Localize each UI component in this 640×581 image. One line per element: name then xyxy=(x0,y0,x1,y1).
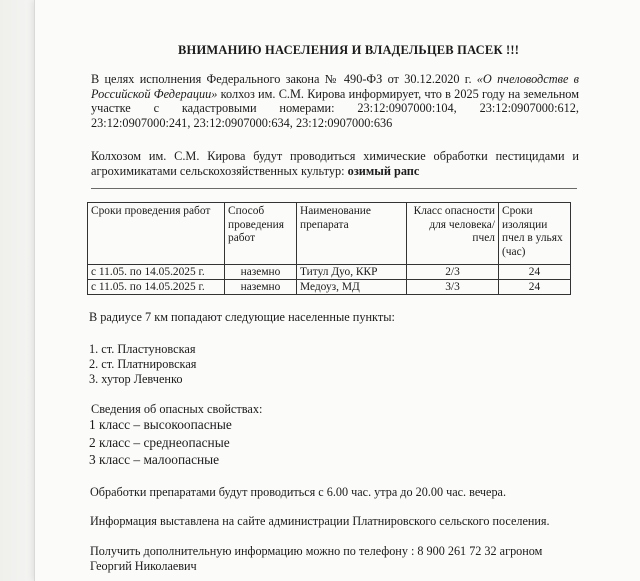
radius-text: В радиусе 7 км попадают следующие населенные пункты: xyxy=(89,310,395,324)
law-name: «О пчеловодстве в Российской Федерации» xyxy=(91,72,580,101)
list-item: 2. ст. Платнировская xyxy=(89,357,197,371)
cell-product: Медоуз, МД xyxy=(297,280,407,295)
cell-product: Титул Дуо, ККР xyxy=(297,265,407,280)
cell-isolation: 24 xyxy=(499,280,571,295)
list-item: 2 класс – среднеопасные xyxy=(89,434,230,450)
cell-hazard: 2/3 xyxy=(407,265,499,280)
treatment-statement xyxy=(91,149,579,179)
statement-text: Колхозом им. С.М. Кирова будут проводиться химические обработки пестицидами и агрохимикатами сельскохозяйственных культур: xyxy=(91,149,579,178)
hazard-class-list xyxy=(89,416,232,469)
table-row xyxy=(88,265,571,280)
list-item: 3. хутор Левченко xyxy=(89,372,183,386)
underline-rule xyxy=(91,188,577,189)
cell-period: с 11.05. по 14.05.2025 г. xyxy=(88,280,225,295)
cell-hazard: 3/3 xyxy=(407,280,499,295)
header-method: Способ проведения работ xyxy=(225,203,297,265)
treatment-table xyxy=(87,202,571,295)
header-period: Сроки проведения работ xyxy=(88,203,225,265)
intro-prefix: В целях исполнения Федерального закона № 490-ФЗ от 30.12.2020 г. xyxy=(91,72,477,86)
header-hazard: Класс опасности для человека/пчел xyxy=(407,203,499,265)
intro-suffix: колхоз им. С.М. Кирова информирует, что в 2025 году на земельном участке с кадастровыми номерами: 23:12:0907000:104, 23:12:0907000:612, 23:12:0907000:241, 23:12:0907000:634, 23:12:0907000:636 xyxy=(91,86,579,130)
list-item: 1 класс – высокоопасные xyxy=(89,417,232,432)
intro-paragraph xyxy=(91,72,579,130)
table-row xyxy=(88,280,571,295)
hazard-info-title: Сведения об опасных свойствах: xyxy=(91,402,263,416)
contact-text: Получить дополнительную информацию можно по телефону : 8 900 261 72 32 агроном Георгий Николаевич xyxy=(90,544,543,573)
header-isolation: Сроки изоляции пчел в ульях (час) xyxy=(499,203,571,265)
scan-margin xyxy=(0,0,34,581)
list-item: 1. ст. Пластуновская xyxy=(89,342,196,356)
table-header-row xyxy=(88,203,571,265)
cell-isolation: 24 xyxy=(499,265,571,280)
site-info-text: Информация выставлена на сайте администрации Платнировского сельского поселения. xyxy=(90,514,550,528)
list-item: 3 класс – малоопасные xyxy=(89,452,220,467)
cell-method: наземно xyxy=(225,280,297,295)
settlement-list xyxy=(89,342,196,387)
notice-title: ВНИМАНИЮ НАСЕЛЕНИЯ И ВЛАДЕЛЬЦЕВ ПАСЕК !!! xyxy=(178,43,520,57)
cell-method: наземно xyxy=(225,265,297,280)
header-product: Наименование препарата xyxy=(297,203,407,265)
schedule-text: Обработки препаратами будут проводиться с 6.00 час. утра до 20.00 час. вечера. xyxy=(90,485,507,499)
crop-name: озимый рапс xyxy=(347,164,420,178)
cell-period: с 11.05. по 14.05.2025 г. xyxy=(88,265,225,280)
